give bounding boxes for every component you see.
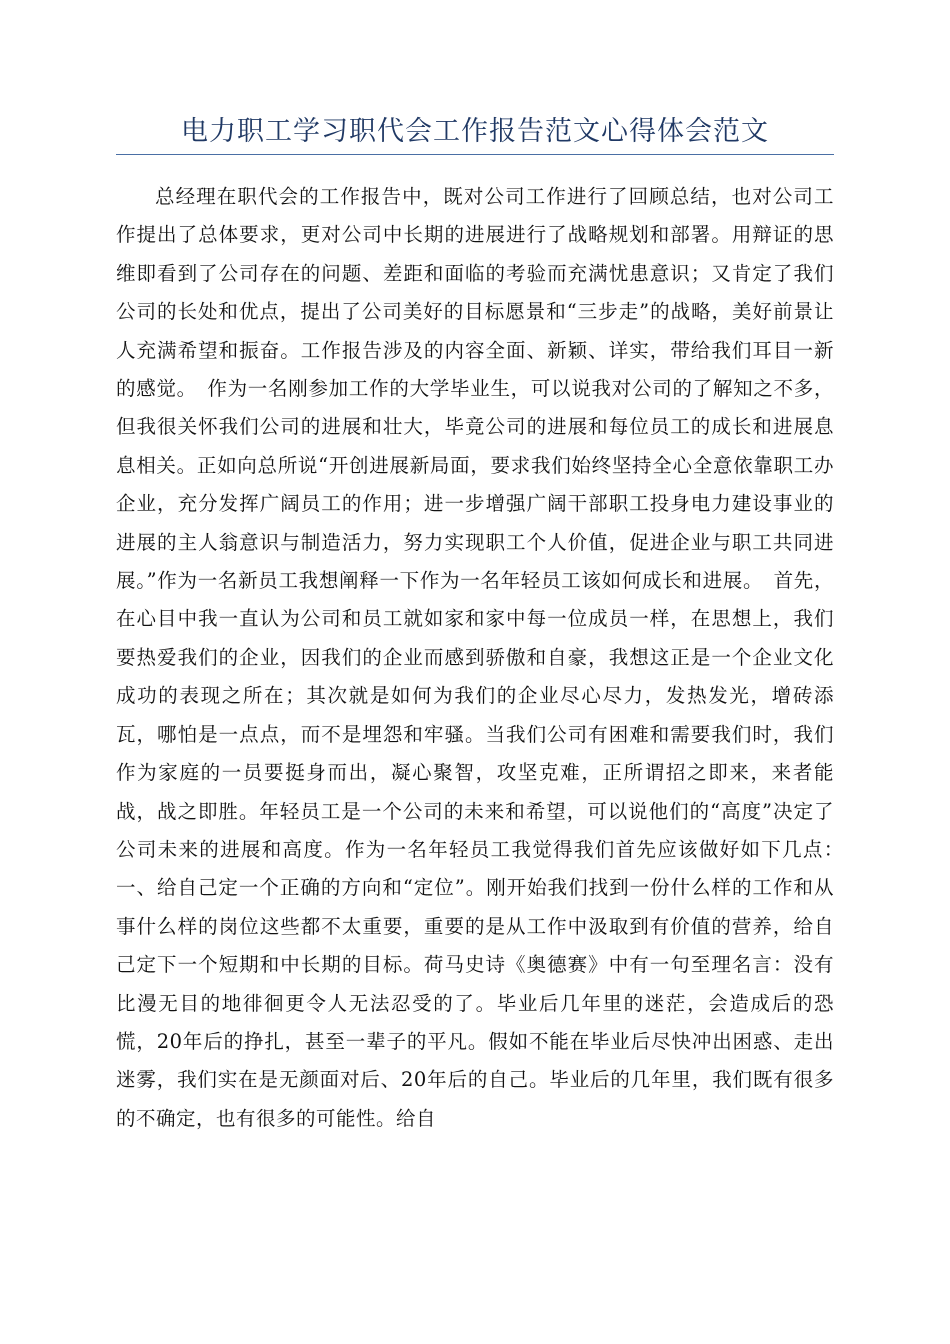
document-body-paragraph: 总经理在职代会的工作报告中，既对公司工作进行了回顾总结，也对公司工作提出了总体要求，更对公司中长期的进展进行了战略规划和部署。用辩证的思维即看到了公司存在的问题、差距和面临的考验而充满忧患意识；又肯定了我们公司的长处和优点，提出了公司美好的目标愿景和“三步走”的战略，美好前景让人充满希望和振奋。工作报告涉及的内容全面、新颖、详实，带给我们耳目一新的感觉。 作为一名刚参加工作的大学毕业生，可以说我对公司的了解知之不多，但我很关怀我们公司的进展和壮大，毕竟公司的进展和每位员工的成长和进展息息相关。正如向总所说“开创进展新局面，要求我们始终坚持全心全意依靠职工办企业，充分发挥广阔员工的作用；进一步增强广阔干部职工投身电力建设事业的进展的主人翁意识与制造活力，努力实现职工个人价值，促进企业与职工共同进展。”作为一名新员工我想阐释一下作为一名年轻员工该如何成长和进展。 首先，在心目中我一直认为公司和员工就如家和家中每一位成员一样，在思想上，我们要热爱我们的企业，因我们的企业而感到骄傲和自豪，我想这正是一个企业文化成功的表现之所在；其次就是如何为我们的企业尽心尽力，发热发光，增砖添瓦，哪怕是一点点，而不是埋怨和牢骚。当我们公司有困难和需要我们时，我们作为家庭的一员要挺身而出，凝心聚智，攻坚克难，正所谓招之即来，来者能战，战之即胜。年轻员工是一个公司的未来和希望，可以说他们的“高度”决定了公司未来的进展和高度。作为一名年轻员工我觉得我们首先应该做好如下几点： 一、给自己定一个正确的方向和“定位”。刚开始我们找到一份什么样的工作和从事什么样的岗位这些都不太重要，重要的是从工作中汲取到有价值的营养，给自己定下一个短期和中长期的目标。荷马史诗《奥德赛》中有一句至理名言：没有比漫无目的地徘徊更令人无法忍受的了。毕业后几年里的迷茫，会造成后的恐慌，20年后的挣扎，甚至一辈子的平凡。假如不能在毕业后尽快冲出困惑、走出迷雾，我们实在是无颜面对后、20年后的自己。毕业后的几年里，我们既有很多的不确定，也有很多的可能性。给自 — [116, 185, 855, 1130]
title-underline — [116, 154, 834, 155]
document-title: 电力职工学习职代会工作报告范文心得体会范文 — [181, 116, 769, 147]
